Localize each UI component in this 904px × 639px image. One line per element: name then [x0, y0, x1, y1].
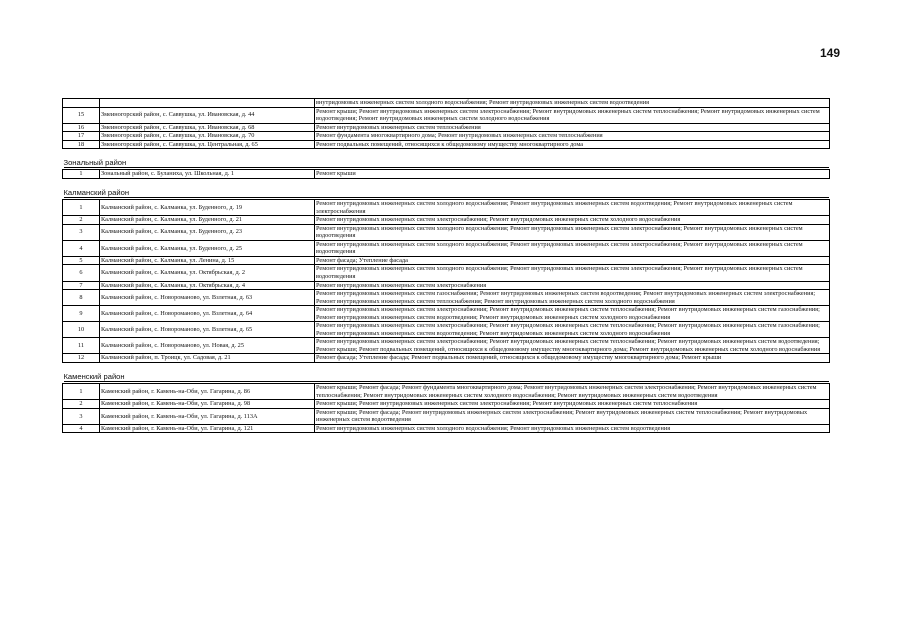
- table-row: [63, 123, 830, 132]
- table-row: [63, 281, 830, 290]
- table-row: [63, 200, 830, 216]
- row-works: Ремонт внутридомовых инженерных систем электроснабжения; Ремонт внутридомовых инженерных систем холодного водоснабжения: [315, 216, 830, 225]
- row-address: Калманский район, п. Троицк, ул. Садовая, д. 21: [100, 354, 315, 363]
- row-address: Калманский район, с. Новороманово, ул. Взлетная, д. 64: [100, 306, 315, 322]
- row-works: Ремонт внутридомовых инженерных систем электроснабжения; Ремонт внутридомовых инженерных систем теплоснабжения; Ремонт внутридомовых инженерных систем водоотведения; Ремонт крыши; Ремонт подвальных помещений, относящихся к общедомовому имуществу многоквартирного дома; Ремонт внутридомовых инженерных систем холодного водоснабжения: [315, 338, 830, 354]
- row-address: [100, 99, 315, 108]
- table-row: [63, 400, 830, 409]
- row-address: Калманский район, с. Новороманово, ул. Взлетная, д. 63: [100, 290, 315, 306]
- row-works: Ремонт внутридомовых инженерных систем теплоснабжения: [315, 123, 830, 132]
- row-address: Змеиногорский район, с. Саввушка, ул. Ивановская, д. 70: [100, 132, 315, 141]
- row-number: 3: [63, 408, 100, 424]
- row-address: Каменский район, г. Камень-на-Оби, ул. Гагарина, д. 98: [100, 400, 315, 409]
- row-works: Ремонт внутридомовых инженерных систем электроснабжения; Ремонт внутридомовых инженерных систем теплоснабжения; Ремонт внутридомовых инженерных систем газоснабжения; Ремонт внутридомовых инженерных систем водоотведения; Ремонт внутридомовых инженерных систем холодного водоснабжения: [315, 322, 830, 338]
- table-row: [63, 338, 830, 354]
- table-row: [63, 240, 830, 256]
- row-works: Ремонт внутридомовых инженерных систем газоснабжения; Ремонт внутридомовых инженерных систем водоотведения; Ремонт внутридомовых инженерных систем электроснабжения; Ремонт внутридомовых инженерных систем теплоснабжения; Ремонт внутридомовых инженерных систем холодного водоснабжения: [315, 290, 830, 306]
- row-number: 6: [63, 265, 100, 281]
- row-number: 1: [63, 170, 100, 179]
- row-works: Ремонт подвальных помещений, относящихся к общедомовому имуществу многоквартирного дома: [315, 140, 830, 149]
- table-row: [63, 256, 830, 265]
- row-works: Ремонт фасада; Утепление фасада: [315, 256, 830, 265]
- row-address: Калманский район, с. Калманка, ул. Буденного, д. 19: [100, 200, 315, 216]
- row-works: Ремонт внутридомовых инженерных систем холодного водоснабжения; Ремонт внутридомовых инженерных систем электроснабжения; Ремонт внутридомовых инженерных систем водоотведения: [315, 265, 830, 281]
- row-works: Ремонт крыши; Ремонт внутридомовых инженерных систем электроснабжения; Ремонт внутридомовых инженерных систем теплоснабжения: [315, 400, 830, 409]
- table-row: [63, 290, 830, 306]
- table-row: [63, 384, 830, 400]
- row-works: Ремонт крыши; Ремонт фасада; Ремонт внутридомовых инженерных систем электроснабжения; Ремонт внутридомовых инженерных систем теплоснабжения; Ремонт внутридомовых инженерных систем водоотведения: [315, 408, 830, 424]
- table-row: [63, 306, 830, 322]
- row-address: Змеиногорский район, с. Саввушка, ул. Ивановская, д. 44: [100, 107, 315, 123]
- row-number: 1: [63, 384, 100, 400]
- district-header: [63, 362, 830, 383]
- table-row: [63, 170, 830, 179]
- table-row: [63, 107, 830, 123]
- row-works: Ремонт внутридомовых инженерных систем электроснабжения; Ремонт внутридомовых инженерных систем теплоснабжения; Ремонт внутридомовых инженерных систем газоснабжения; Ремонт внутридомовых инженерных систем водоотведения; Ремонт внутридомовых инженерных систем холодного водоснабжения: [315, 306, 830, 322]
- district-name: Зональный район: [64, 158, 829, 168]
- row-works: Ремонт внутридомовых инженерных систем холодного водоснабжения; Ремонт внутридомовых инженерных систем водоотведения; Ремонт внутридомовых инженерных систем электроснабжения: [315, 200, 830, 216]
- row-number: 5: [63, 256, 100, 265]
- row-number: 4: [63, 240, 100, 256]
- table-row: [63, 224, 830, 240]
- table-row: [63, 322, 830, 338]
- row-address: Змеиногорский район, с. Саввушка, ул. Центральная, д. 65: [100, 140, 315, 149]
- row-address: Каменский район, г. Камень-на-Оби, ул. Гагарина, д. 86: [100, 384, 315, 400]
- row-number: 11: [63, 338, 100, 354]
- row-number: 1: [63, 200, 100, 216]
- row-works: внутридомовых инженерных систем холодного водоснабжения; Ремонт внутридомовых инженерных систем водоотведения: [315, 99, 830, 108]
- row-number: 10: [63, 322, 100, 338]
- table-row: [63, 408, 830, 424]
- row-works: Ремонт внутридомовых инженерных систем холодного водоснабжения; Ремонт внутридомовых инженерных систем водоотведения: [315, 424, 830, 433]
- table-row: [63, 140, 830, 149]
- district-header: [63, 178, 830, 199]
- row-works: Ремонт крыши: [315, 170, 830, 179]
- row-number: 8: [63, 290, 100, 306]
- table-row: [63, 424, 830, 433]
- row-address: Калманский район, с. Калманка, ул. Буденного, д. 21: [100, 216, 315, 225]
- row-address: Змеиногорский район, с. Саввушка, ул. Ивановская, д. 68: [100, 123, 315, 132]
- row-address: Калманский район, с. Калманка, ул. Буденного, д. 23: [100, 224, 315, 240]
- row-number: 12: [63, 354, 100, 363]
- district-name: Каменский район: [64, 372, 829, 382]
- row-number: 2: [63, 216, 100, 225]
- row-number: 2: [63, 400, 100, 409]
- row-address: Зональный район, с. Буланиха, ул. Школьная, д. 1: [100, 170, 315, 179]
- row-number: 17: [63, 132, 100, 141]
- repair-table: [62, 98, 830, 433]
- row-works: Ремонт крыши; Ремонт внутридомовых инженерных систем электроснабжения; Ремонт внутридомовых инженерных систем теплоснабжения; Ремонт внутридомовых инженерных систем водоотведения; Ремонт внутридомовых инженерных систем холодного водоснабжения: [315, 107, 830, 123]
- row-works: Ремонт крыши; Ремонт фасада; Ремонт фундамента многоквартирного дома; Ремонт внутридомовых инженерных систем электроснабжения; Ремонт внутридомовых инженерных систем теплоснабжения; Ремонт внутридомовых инженерных систем холодного водоснабжения; Ремонт внутридомовых инженерных систем водоотведения: [315, 384, 830, 400]
- row-address: Калманский район, с. Калманка, ул. Ленина, д. 15: [100, 256, 315, 265]
- row-number: 4: [63, 424, 100, 433]
- row-address: Каменский район, г. Камень-на-Оби, ул. Гагарина, д. 121: [100, 424, 315, 433]
- table-row: [63, 132, 830, 141]
- row-number: 7: [63, 281, 100, 290]
- row-address: Калманский район, с. Калманка, ул. Буденного, д. 25: [100, 240, 315, 256]
- row-number: 18: [63, 140, 100, 149]
- row-number: [63, 99, 100, 108]
- table-row: [63, 216, 830, 225]
- table-row: [63, 265, 830, 281]
- row-address: Калманский район, с. Новороманово, ул. Новая, д. 25: [100, 338, 315, 354]
- row-address: Калманский район, с. Калманка, ул. Октябрьская, д. 2: [100, 265, 315, 281]
- page-number: 149: [820, 46, 841, 60]
- district-name: Калманский район: [64, 188, 829, 198]
- row-works: Ремонт внутридомовых инженерных систем холодного водоснабжения; Ремонт внутридомовых инженерных систем электроснабжения; Ремонт внутридомовых инженерных систем водоотведения: [315, 224, 830, 240]
- table-row: [63, 99, 830, 108]
- row-works: Ремонт внутридомовых инженерных систем электроснабжения: [315, 281, 830, 290]
- row-works: Ремонт фундамента многоквартирного дома; Ремонт внутридомовых инженерных систем теплоснабжения: [315, 132, 830, 141]
- row-number: 16: [63, 123, 100, 132]
- row-works: Ремонт фасада; Утепление фасада; Ремонт подвальных помещений, относящихся к общедомовому имуществу многоквартирного дома; Ремонт крыши: [315, 354, 830, 363]
- row-address: Калманский район, с. Калманка, ул. Октябрьская, д. 4: [100, 281, 315, 290]
- row-number: 3: [63, 224, 100, 240]
- row-works: Ремонт внутридомовых инженерных систем холодного водоснабжения; Ремонт внутридомовых инженерных систем электроснабжения; Ремонт внутридомовых инженерных систем водоотведения: [315, 240, 830, 256]
- row-number: 9: [63, 306, 100, 322]
- table-row: [63, 354, 830, 363]
- row-number: 15: [63, 107, 100, 123]
- table-body: [63, 99, 830, 433]
- row-address: Калманский район, с. Новороманово, ул. Взлетная, д. 65: [100, 322, 315, 338]
- district-header: [63, 149, 830, 170]
- row-address: Каменский район, г. Камень-на-Оби, ул. Гагарина, д. 113А: [100, 408, 315, 424]
